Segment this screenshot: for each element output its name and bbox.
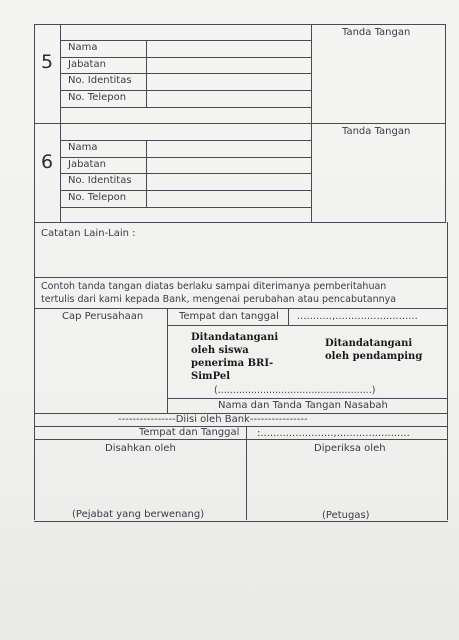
- table-border: [34, 521, 448, 522]
- section-divider: [34, 426, 448, 427]
- bank-place-date-label: Tempat dan Tanggal: [139, 427, 240, 438]
- table-border: [34, 222, 446, 223]
- field-position: Jabatan: [68, 59, 106, 70]
- row-line: [60, 140, 311, 141]
- row-line: [60, 73, 311, 74]
- row-line: [60, 107, 311, 108]
- bank-section-title: ----------------Diisi oleh Bank----------------: [118, 414, 308, 425]
- place-date-value: ...........,..........................: [297, 311, 418, 322]
- field-phone: No. Telepon: [68, 92, 127, 103]
- approved-by-label: Disahkan oleh: [105, 443, 176, 454]
- company-stamp-label: Cap Perusahaan: [62, 311, 144, 322]
- signer-number: 5: [41, 51, 54, 73]
- row-line: [60, 173, 311, 174]
- field-phone: No. Telepon: [68, 192, 127, 203]
- row-line: [167, 398, 448, 399]
- row-line: [60, 190, 311, 191]
- customer-signature-caption: Nama dan Tanda Tangan Nasabah: [218, 400, 388, 411]
- field-name: Nama: [68, 142, 98, 153]
- row-line: [60, 157, 311, 158]
- row-line: [167, 325, 448, 326]
- table-border: [34, 123, 446, 124]
- row-line: [60, 207, 311, 208]
- section-divider: [34, 277, 448, 278]
- officer-label: (Petugas): [322, 510, 370, 521]
- section-divider: [34, 439, 448, 440]
- signature-label: Tanda Tangan: [342, 126, 411, 137]
- field-name: Nama: [68, 42, 98, 53]
- row-line: [60, 40, 311, 41]
- field-id-number: No. Identitas: [68, 75, 132, 86]
- signature-label: Tanda Tangan: [342, 27, 411, 38]
- checked-by-label: Diperiksa oleh: [314, 443, 386, 454]
- column-line: [246, 426, 247, 520]
- place-date-label: Tempat dan tanggal: [179, 311, 279, 322]
- authorized-official-label: (Pejabat yang berwenang): [72, 509, 205, 520]
- column-line: [146, 40, 147, 107]
- row-line: [60, 90, 311, 91]
- field-position: Jabatan: [68, 159, 106, 170]
- disclaimer-line: Contoh tanda tangan diatas berlaku sampai diterimanya pemberitahuan: [41, 281, 387, 292]
- column-line: [288, 308, 289, 325]
- notes-label: Catatan Lain-Lain :: [41, 228, 136, 239]
- table-border: [34, 24, 446, 25]
- section-divider: [34, 308, 448, 309]
- signer-number: 6: [41, 151, 54, 173]
- row-line: [60, 57, 311, 58]
- signature-line: (...................................................): [214, 385, 376, 396]
- field-id-number: No. Identitas: [68, 175, 132, 186]
- handwritten-companion-note: Ditandatangani oleh pendamping: [325, 338, 423, 362]
- table-border: [447, 222, 448, 520]
- table-border: [34, 222, 35, 520]
- disclaimer-line: tertulis dari kami kepada Bank, mengenai perubahan atau pencabutannya: [41, 294, 397, 305]
- handwritten-student-note: Ditandatangani oleh siswa penerima BRI- SimPel: [191, 332, 279, 382]
- bank-place-date-value: :.......................,.......................: [257, 428, 410, 439]
- column-line: [146, 140, 147, 207]
